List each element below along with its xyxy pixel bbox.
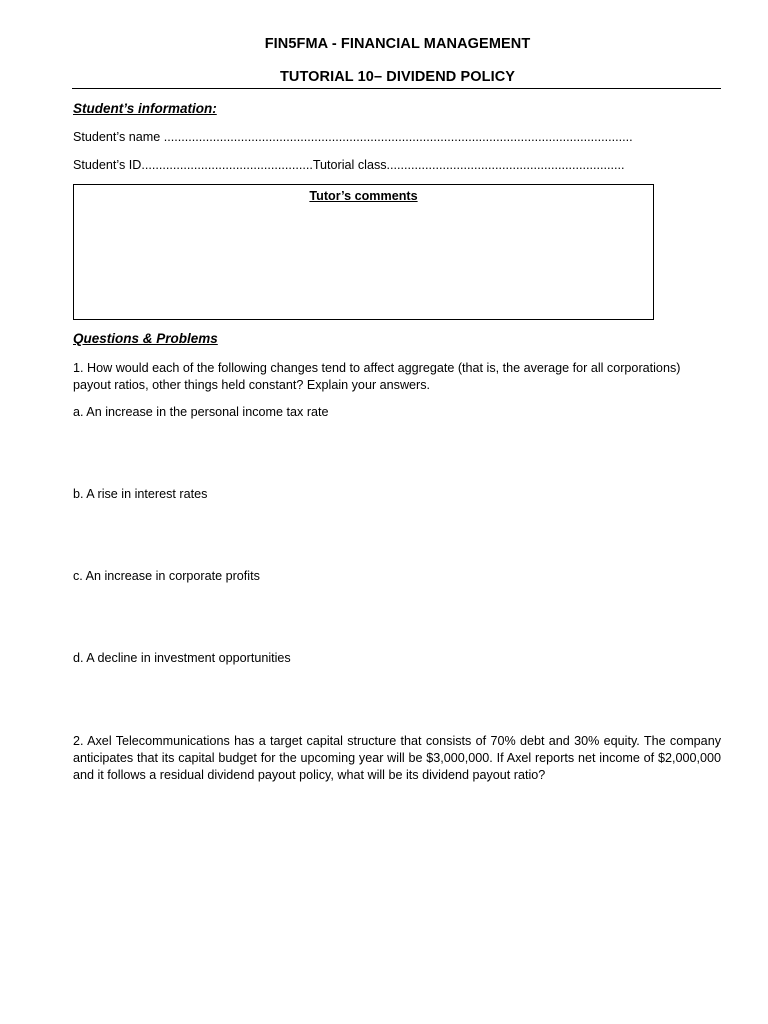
student-info-heading: Student’s information: <box>73 101 217 116</box>
question-2-text: 2. Axel Telecommunications has a target capital structure that consists of 70% debt and 30% equity. The company anticipates that its capital budget for the upcoming year will be $3,000,000. If Axel reports net income of $2,000,000 and it follows a residual dividend payout policy, what will be its dividend payout ratio? <box>73 734 721 782</box>
question-1d: d. A decline in investment opportunities <box>73 651 291 665</box>
student-name-line: Student’s name ...................................................................................................................................... <box>73 130 633 144</box>
question-1c: c. An increase in corporate profits <box>73 569 260 583</box>
header-divider <box>72 88 721 89</box>
tutor-comments-heading: Tutor’s comments <box>309 189 418 203</box>
tutorial-title: TUTORIAL 10– DIVIDEND POLICY <box>279 69 516 85</box>
question-1a: a. An increase in the personal income tax rate <box>73 405 329 419</box>
tutorial-class-label: Tutorial class.................................................................... <box>312 158 625 172</box>
student-id-label: Student’s ID................................................. <box>73 158 313 172</box>
questions-heading: Questions & Problems <box>73 331 218 346</box>
tutor-comments-box <box>73 184 654 320</box>
course-title: FIN5FMA - FINANCIAL MANAGEMENT <box>264 36 531 52</box>
question-1b: b. A rise in interest rates <box>73 487 208 501</box>
question-1-text: 1. How would each of the following changes tend to affect aggregate (that is, the average for all corporations) payout ratios, other things held constant? Explain your answers. <box>73 361 681 392</box>
student-id-row <box>73 158 624 172</box>
